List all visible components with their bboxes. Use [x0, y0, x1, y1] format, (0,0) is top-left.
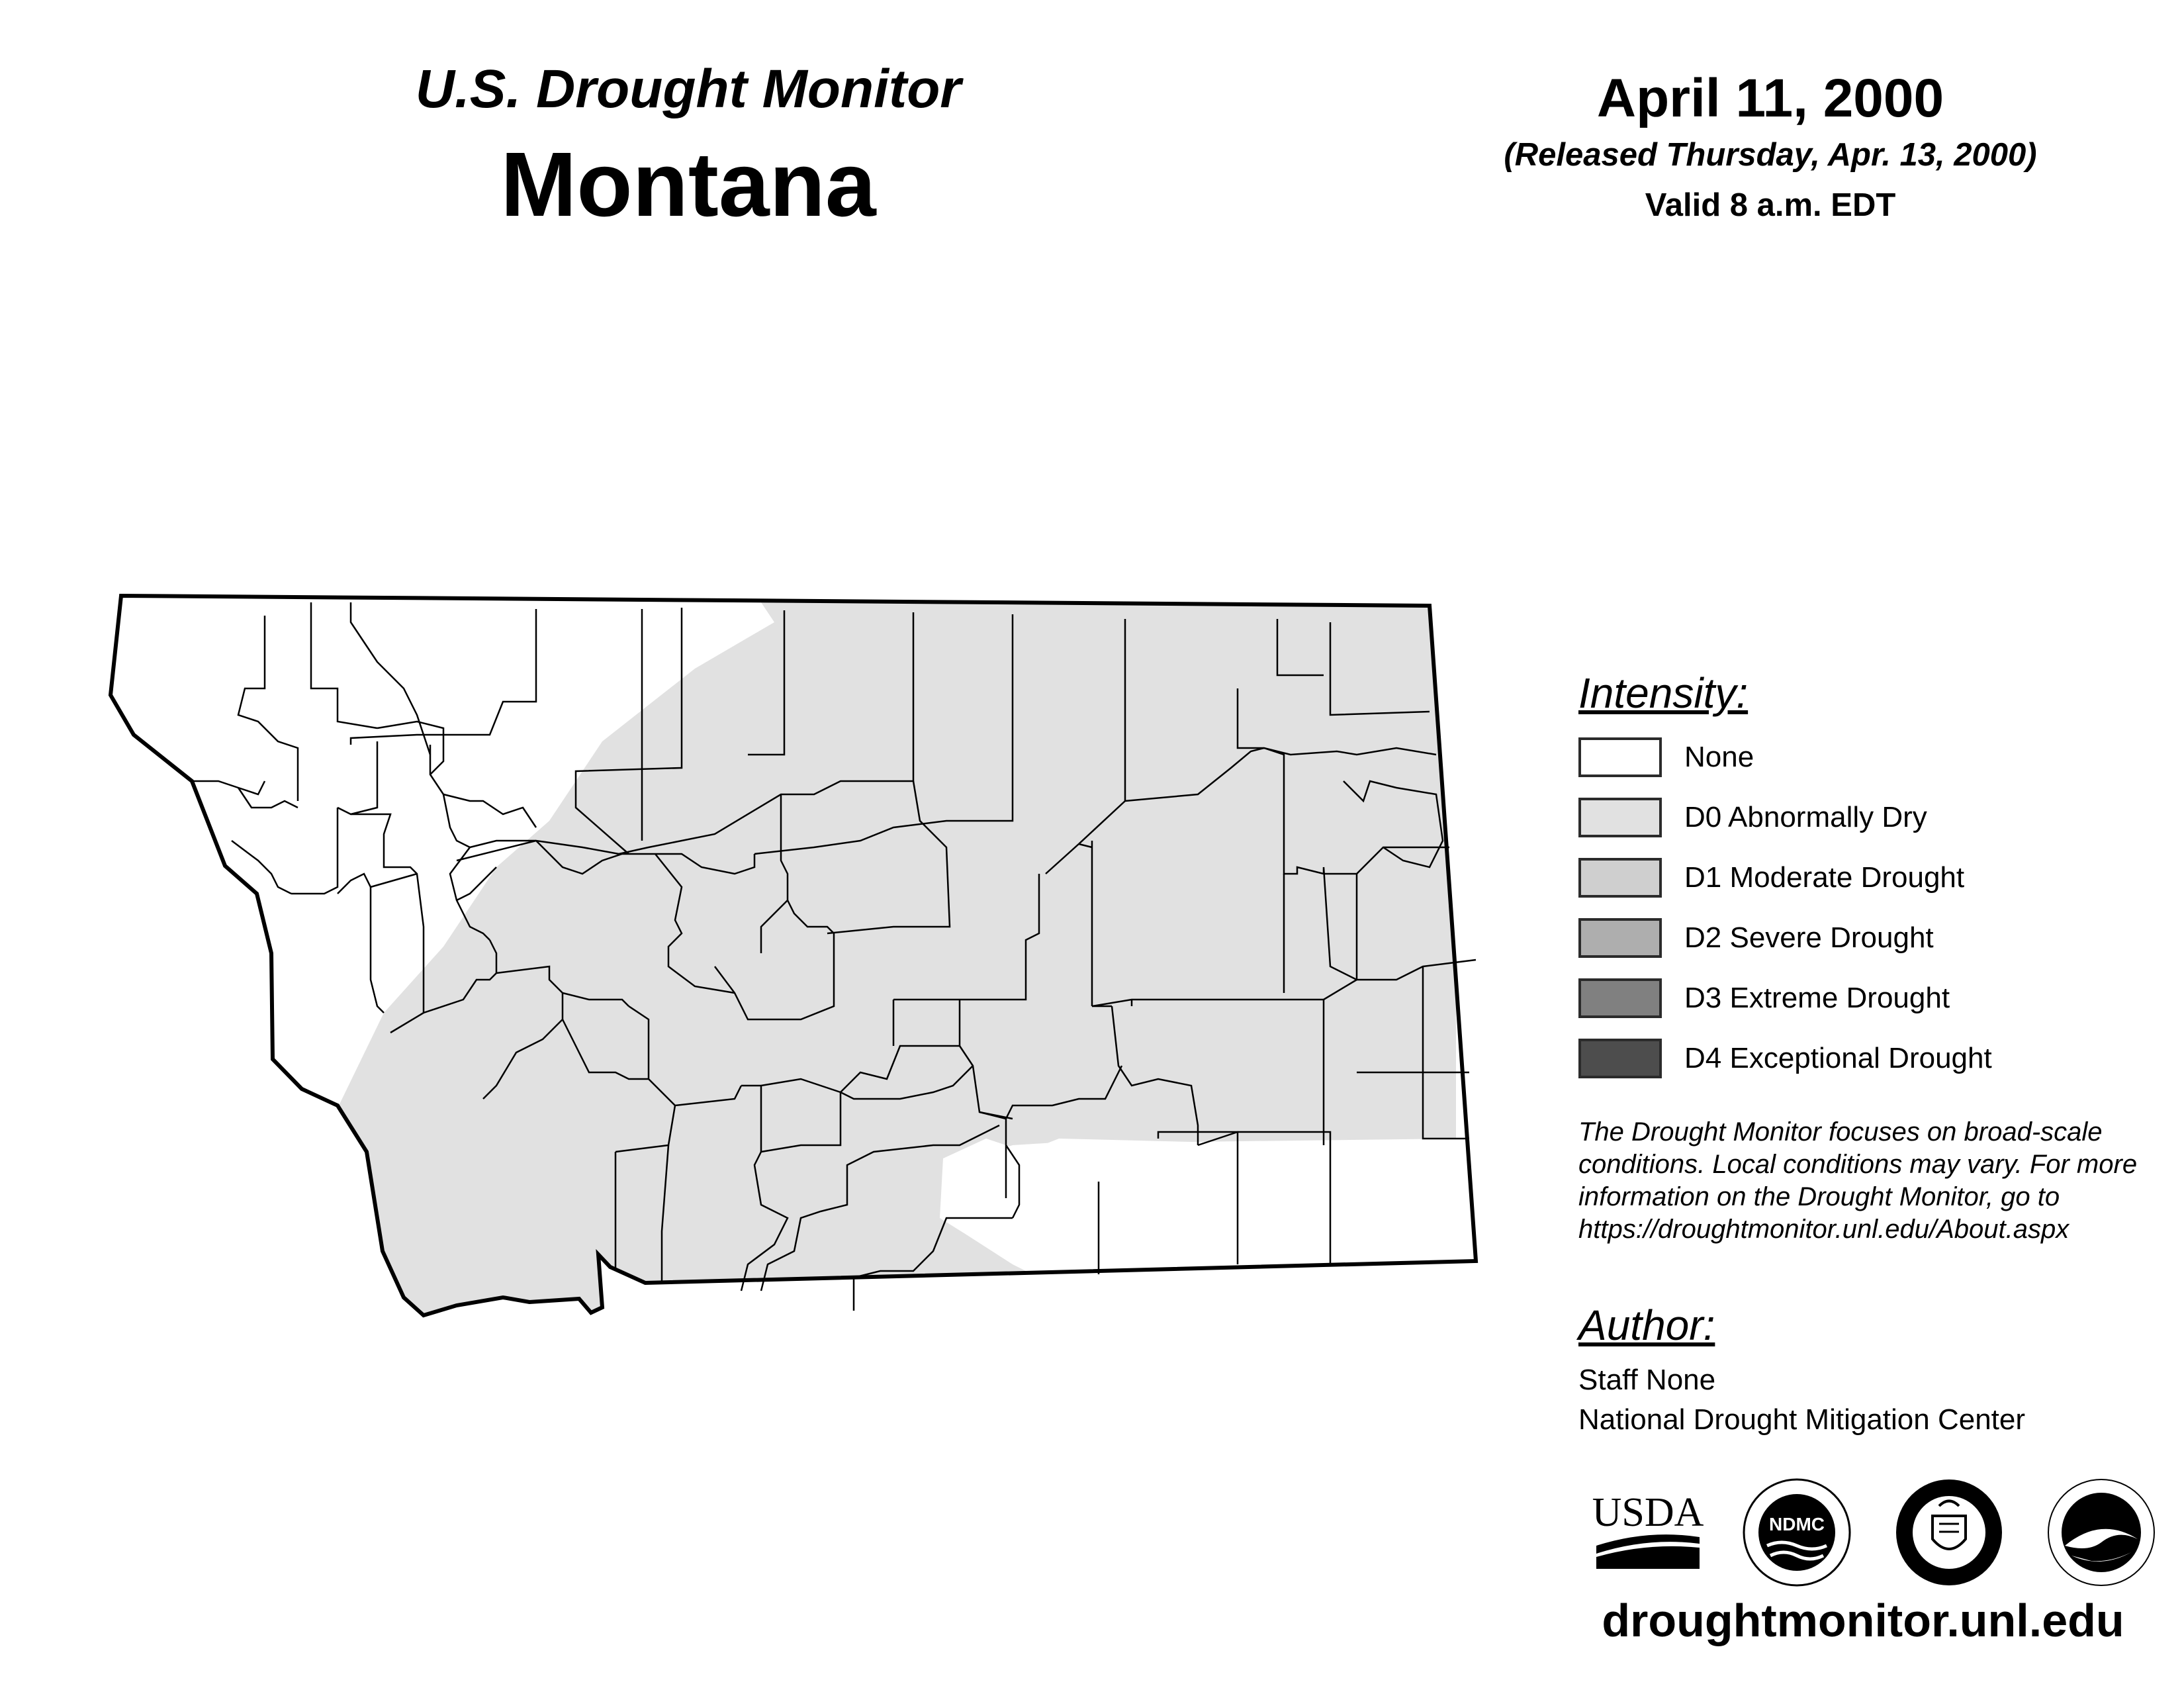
release-date: (Released Thursday, Apr. 13, 2000) — [1504, 137, 2037, 173]
ndmc-logo-text: NDMC — [1769, 1514, 1825, 1534]
author-name: Staff None — [1578, 1364, 1716, 1396]
legend-item-d0 — [1578, 797, 1927, 838]
website-url: droughtmonitor.unl.edu — [1602, 1595, 2124, 1646]
noaa-logo — [2045, 1476, 2158, 1589]
legend-label: D3 Extreme Drought — [1684, 982, 1950, 1014]
legend-label: D2 Severe Drought — [1684, 921, 1934, 954]
legend-label: D0 Abnormally Dry — [1684, 801, 1927, 833]
legend-swatch — [1578, 737, 1662, 777]
disclaimer-note: The Drought Monitor focuses on broad-scale conditions. Local conditions may vary. For more information on the Drought Monitor, go to https://droughtmonitor.unl.edu/About.aspx — [1578, 1117, 2138, 1244]
ndmc-logo — [1741, 1476, 1853, 1589]
legend-heading: Intensity: — [1578, 669, 1749, 717]
legend-swatch — [1578, 978, 1662, 1018]
legend-label: None — [1684, 741, 1754, 773]
usda-logo — [1588, 1476, 1707, 1589]
legend-swatch — [1578, 918, 1662, 958]
legend-swatch — [1578, 858, 1662, 898]
author-organization: National Drought Mitigation Center — [1578, 1403, 2026, 1436]
legend-swatch — [1578, 798, 1662, 837]
valid-time: Valid 8 a.m. EDT — [1645, 187, 1896, 223]
legend-label: D1 Moderate Drought — [1684, 861, 1965, 894]
map-title: Montana — [500, 134, 876, 236]
department-of-commerce-seal — [1893, 1476, 2005, 1589]
legend-item-none — [1578, 737, 1754, 778]
legend-item-d4 — [1578, 1038, 1992, 1079]
legend-item-d2 — [1578, 917, 1934, 959]
legend-item-d3 — [1578, 978, 1950, 1019]
legend-swatch — [1578, 1039, 1662, 1078]
legend-label: D4 Exceptional Drought — [1684, 1042, 1992, 1074]
author-heading: Author: — [1578, 1301, 1715, 1349]
map-date: April 11, 2000 — [1596, 68, 1944, 128]
map-subtitle: U.S. Drought Monitor — [415, 59, 962, 119]
montana-drought-map — [99, 583, 1482, 1390]
usda-logo-text: USDA — [1592, 1490, 1704, 1535]
state-shape — [111, 596, 1482, 1324]
legend-item-d1 — [1578, 857, 1964, 898]
